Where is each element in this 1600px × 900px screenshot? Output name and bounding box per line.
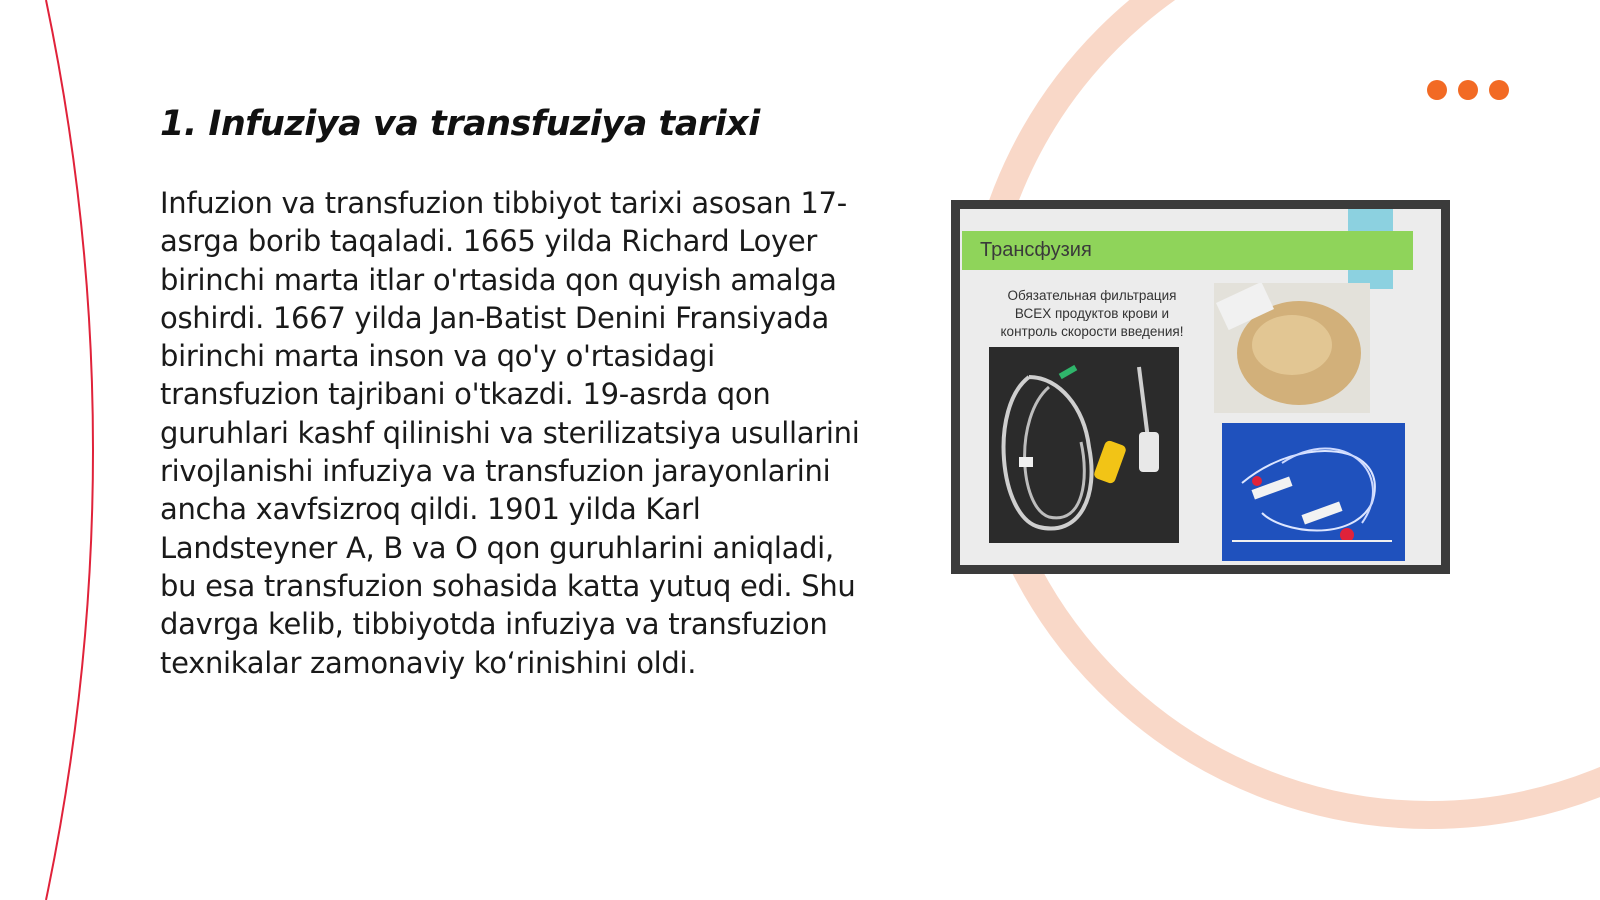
dot-2 <box>1458 80 1478 100</box>
blood-bag-photo <box>1214 283 1370 413</box>
iv-set-photo <box>989 347 1179 543</box>
image-header-label: Трансфузия <box>980 239 1092 261</box>
image-caption <box>982 287 1202 341</box>
slide-title: 1. Infuziya va transfuziya tarixi <box>160 104 760 144</box>
body-paragraph: Infuzion va transfuzion tibbiyot tarixi asosan 17-asrga borib taqaladi. 1665 yilda Richard Loyer birinchi marta itlar o'rtasida qon quyish amalga oshirdi. 1667 yilda Jan-Batist Denini Fransiyada birinchi marta inson va qo'y o'rtasidagi transfuzion tajribani o'tkazdi. 19-asrda qon guruhlari kashf qilinishi va sterilizatsiya usullarini rivojlanishi infuziya va transfuzion jarayonlarini ancha xavfsizroq qildi. 1901 yilda Karl Landsteyner A, B va O qon guruhlarini aniqladi, bu esa transfuzion sohasida katta yutuq edi. Shu davrga kelib, tibbiyotda infuziya va transfuzion texnikalar zamonaviy ko‘rinishini oldi. <box>160 186 860 680</box>
image-inner <box>960 209 1441 565</box>
dot-1 <box>1427 80 1447 100</box>
more-dots-icon <box>1427 80 1509 100</box>
caption-line-2: ВСЕХ продуктов крови и <box>1014 306 1170 321</box>
left-curve-line <box>46 0 93 900</box>
caption-line-3: контроль скорости введения! <box>1000 324 1184 339</box>
caption-line-1: Обязательная фильтрация <box>1007 288 1177 303</box>
image-header-bar <box>962 231 1413 270</box>
infusion-lines-photo <box>1222 423 1405 561</box>
transfusion-image <box>951 200 1450 574</box>
dot-3 <box>1489 80 1509 100</box>
